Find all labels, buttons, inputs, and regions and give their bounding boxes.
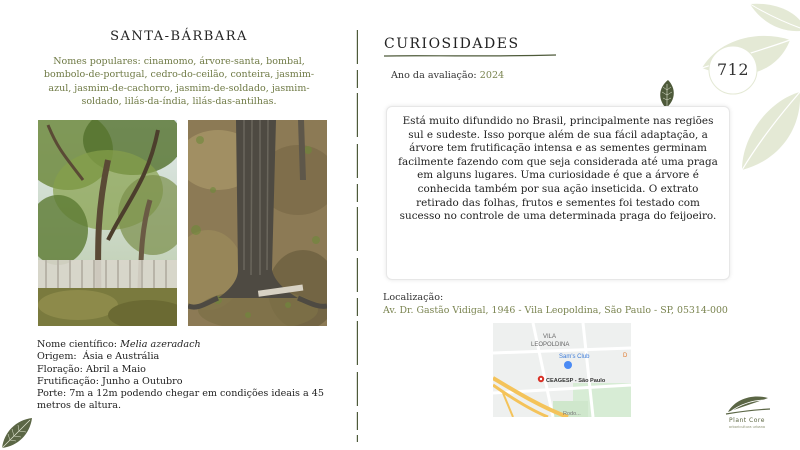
scientific-name-row xyxy=(37,339,337,351)
tree-canopy-photo xyxy=(38,120,177,326)
location-label: Localização: xyxy=(383,292,444,303)
location-map[interactable] xyxy=(493,323,631,417)
popular-names: Nomes populares: cinamomo, árvore-santa, bombal, bombolo-de-portugal, cedro-do-ceilão, conteira, jasmim-azul, jasmim-de-cachorro, jasmim-de-soldado, jasmim-soldado, lilás-da-índia, lilás-das-antilhas. xyxy=(43,56,315,107)
address: Av. Dr. Gastão Vidigal, 1946 - Vila Leopoldina, São Paulo - SP, 05314-000 xyxy=(383,305,728,316)
year-label: Ano da avaliação: xyxy=(391,70,477,81)
map-poi-sams: Sam's Club xyxy=(559,354,590,360)
leaf-icon xyxy=(0,414,36,450)
evaluation-year xyxy=(391,70,504,81)
logo-name: Plant Core xyxy=(729,417,765,424)
size: Porte: 7m a 12m podendo chegar em condições ideais a 45 metros de altura. xyxy=(37,388,325,412)
logo-tagline: arboricultura urbana xyxy=(728,425,766,429)
map-district-line2: LEOPOLDINA xyxy=(531,342,570,348)
map-district-line1: VILA xyxy=(543,334,557,340)
scientific-name: Melia azeradach xyxy=(120,339,201,350)
svg-text:D: D xyxy=(623,353,628,359)
fruiting: Frutificação: Junho a Outubro xyxy=(37,375,183,387)
shopping-icon xyxy=(564,361,572,369)
origin: Origem: Ásia e Austrália xyxy=(37,351,160,363)
year-value: 2024 xyxy=(479,70,505,81)
heading-underline xyxy=(384,53,556,59)
curiosities-heading: CURIOSIDADES xyxy=(384,36,520,52)
plant-name: SANTA-BÁRBARA xyxy=(110,29,248,44)
curiosity-text: Está muito difundido no Brasil, principalmente nas regiões sul e sudeste. Isso porque além de sua fácil adaptação, a árvore tem frutificação intensa e as sementes germinam facilmente fazendo com que seja considerada até uma praga em alguns lugares. Uma curiosidade é que a árvore é conhecida também por sua ação inseticida. O extrato retirado das folhas, frutos e sementes foi testado com sucesso no controle de uma determinada praga do feijoeiro. xyxy=(398,115,718,223)
map-road-label: Rodo... xyxy=(563,411,581,417)
flowering: Floração: Abril a Maio xyxy=(37,363,146,375)
plant-core-logo-icon xyxy=(722,392,772,416)
map-marker-label: CEAGESP - São Paulo xyxy=(546,378,606,384)
plant-info xyxy=(37,339,337,413)
tree-trunk-photo xyxy=(188,120,327,326)
curiosity-card xyxy=(386,106,730,280)
card-number: 712 xyxy=(716,60,750,79)
scientific-name-label: Nome científico: xyxy=(37,339,117,350)
column-divider xyxy=(356,30,358,442)
